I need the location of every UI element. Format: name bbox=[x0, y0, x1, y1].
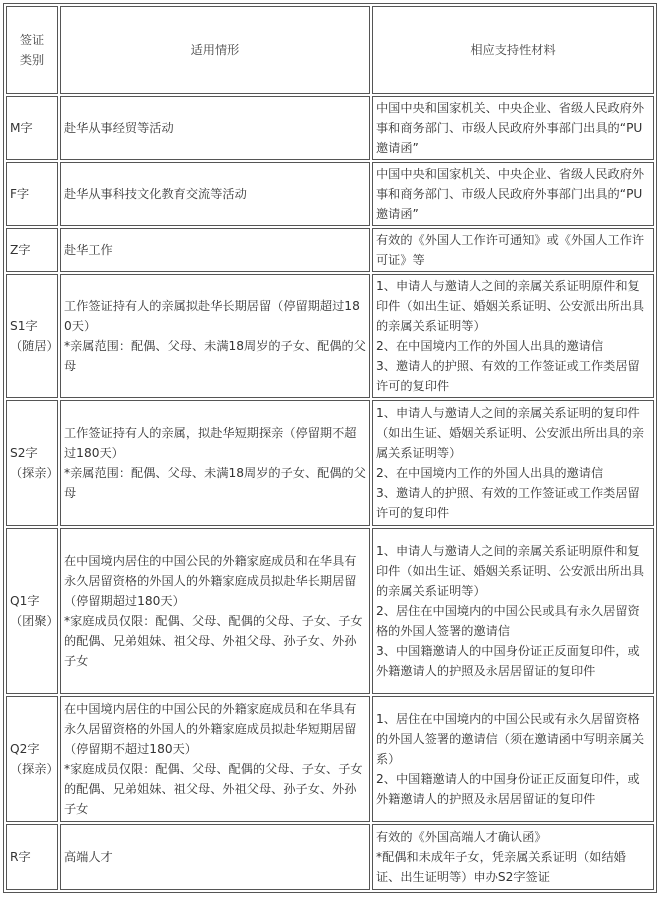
materials-line: 1、申请人与邀请人之间的亲属关系证明原件和复印件（如出生证、婚姻关系证明、公安派出所出具的亲属关系证明等） bbox=[376, 544, 645, 598]
materials-line: 3、邀请人的护照、有效的工作签证或工作类居留许可的复印件 bbox=[376, 486, 640, 520]
table-row bbox=[6, 528, 654, 694]
row-situation bbox=[60, 528, 370, 694]
situation-note: *亲属范围：配偶、父母、未满18周岁的子女、配偶的父母 bbox=[64, 466, 366, 500]
situation-line: 工作签证持有人的亲属，拟赴华短期探亲（停留期不超过180天） bbox=[64, 426, 357, 460]
table-header-row bbox=[6, 6, 654, 94]
situation-line: 在中国境内居住的中国公民的外籍家庭成员和在华具有永久居留资格的外国人的外籍家庭成员拟赴华短期居留（停留期不超过180天） bbox=[64, 702, 357, 756]
visa-category-table bbox=[3, 3, 657, 893]
table-row bbox=[6, 824, 654, 890]
materials-line: 有效的《外国人工作许可通知》或《外国人工作许可证》等 bbox=[376, 233, 645, 267]
situation-note: *家庭成员仅限：配偶、父母、配偶的父母、子女、子女的配偶、兄弟姐妹、祖父母、外祖父母、孙子女、外孙子女 bbox=[64, 762, 363, 816]
materials-line: 2、中国籍邀请人的中国身份证正反面复印件，或外籍邀请人的护照及永居居留证的复印件 bbox=[376, 772, 640, 806]
materials-line: 2、在中国境内工作的外国人出具的邀请信 bbox=[376, 466, 604, 480]
situation-line: 高端人才 bbox=[64, 850, 113, 864]
materials-line: 1、申请人与邀请人之间的亲属关系证明原件和复印件（如出生证、婚姻关系证明、公安派出所出具的亲属关系证明等） bbox=[376, 279, 645, 333]
materials-line: 3、中国籍邀请人的中国身份证正反面复印件，或外籍邀请人的护照及永居居留证的复印件 bbox=[376, 644, 640, 678]
table-row bbox=[6, 696, 654, 822]
row-category: S2字（探亲） bbox=[6, 400, 58, 526]
row-materials bbox=[372, 528, 654, 694]
row-situation bbox=[60, 162, 370, 226]
situation-line: 赴华从事经贸等活动 bbox=[64, 121, 174, 135]
situation-note: *亲属范围：配偶、父母、未满18周岁的子女、配偶的父母 bbox=[64, 339, 366, 373]
materials-line: 3、邀请人的护照、有效的工作签证或工作类居留许可的复印件 bbox=[376, 359, 640, 393]
row-category: M字 bbox=[6, 96, 58, 160]
header-situation: 适用情形 bbox=[60, 6, 370, 94]
row-category: R字 bbox=[6, 824, 58, 890]
materials-line: 2、居住在中国境内的中国公民或具有永久居留资格的外国人签署的邀请信 bbox=[376, 604, 640, 638]
header-materials: 相应支持性材料 bbox=[372, 6, 654, 94]
situation-line: 在中国境内居住的中国公民的外籍家庭成员和在华具有永久居留资格的外国人的外籍家庭成员拟赴华长期居留（停留期超过180天） bbox=[64, 554, 357, 608]
table-row bbox=[6, 400, 654, 526]
row-situation bbox=[60, 274, 370, 398]
row-situation bbox=[60, 824, 370, 890]
row-materials bbox=[372, 228, 654, 272]
row-category: S1字（随居） bbox=[6, 274, 58, 398]
row-category: F字 bbox=[6, 162, 58, 226]
row-situation bbox=[60, 400, 370, 526]
materials-line: 1、申请人与邀请人之间的亲属关系证明的复印件（如出生证、婚姻关系证明、公安派出所出具的亲属关系证明等） bbox=[376, 406, 645, 460]
materials-line: 中国中央和国家机关、中央企业、省级人民政府外事和商务部门、市级人民政府外事部门出具的“PU邀请函” bbox=[376, 101, 645, 155]
materials-line: 中国中央和国家机关、中央企业、省级人民政府外事和商务部门、市级人民政府外事部门出具的“PU邀请函” bbox=[376, 167, 645, 221]
row-materials bbox=[372, 400, 654, 526]
situation-line: 赴华工作 bbox=[64, 243, 113, 257]
table-row bbox=[6, 274, 654, 398]
table-row bbox=[6, 228, 654, 272]
row-materials bbox=[372, 696, 654, 822]
visa-table-container bbox=[3, 3, 655, 911]
table-row bbox=[6, 96, 654, 160]
row-category: Q2字（探亲） bbox=[6, 696, 58, 822]
materials-line: 2、在中国境内工作的外国人出具的邀请信 bbox=[376, 339, 604, 353]
row-materials bbox=[372, 824, 654, 890]
row-materials bbox=[372, 162, 654, 226]
header-category: 签证类别 bbox=[6, 6, 58, 94]
materials-line: *配偶和未成年子女，凭亲属关系证明（如结婚证、出生证明等）申办S2字签证 bbox=[376, 850, 626, 884]
row-situation bbox=[60, 696, 370, 822]
situation-note: *家庭成员仅限：配偶、父母、配偶的父母、子女、子女的配偶、兄弟姐妹、祖父母、外祖父母、孙子女、外孙子女 bbox=[64, 614, 363, 668]
row-situation bbox=[60, 228, 370, 272]
row-materials bbox=[372, 274, 654, 398]
materials-line: 有效的《外国高端人才确认函》 bbox=[376, 830, 547, 844]
row-materials bbox=[372, 96, 654, 160]
situation-line: 赴华从事科技文化教育交流等活动 bbox=[64, 187, 247, 201]
row-category: Z字 bbox=[6, 228, 58, 272]
table-row bbox=[6, 162, 654, 226]
row-category: Q1字（团聚） bbox=[6, 528, 58, 694]
row-situation bbox=[60, 96, 370, 160]
materials-line: 1、居住在中国境内的中国公民或有永久居留资格的外国人签署的邀请信（须在邀请函中写明亲属关系） bbox=[376, 712, 645, 766]
situation-line: 工作签证持有人的亲属拟赴华长期居留（停留期超过180天） bbox=[64, 299, 360, 333]
